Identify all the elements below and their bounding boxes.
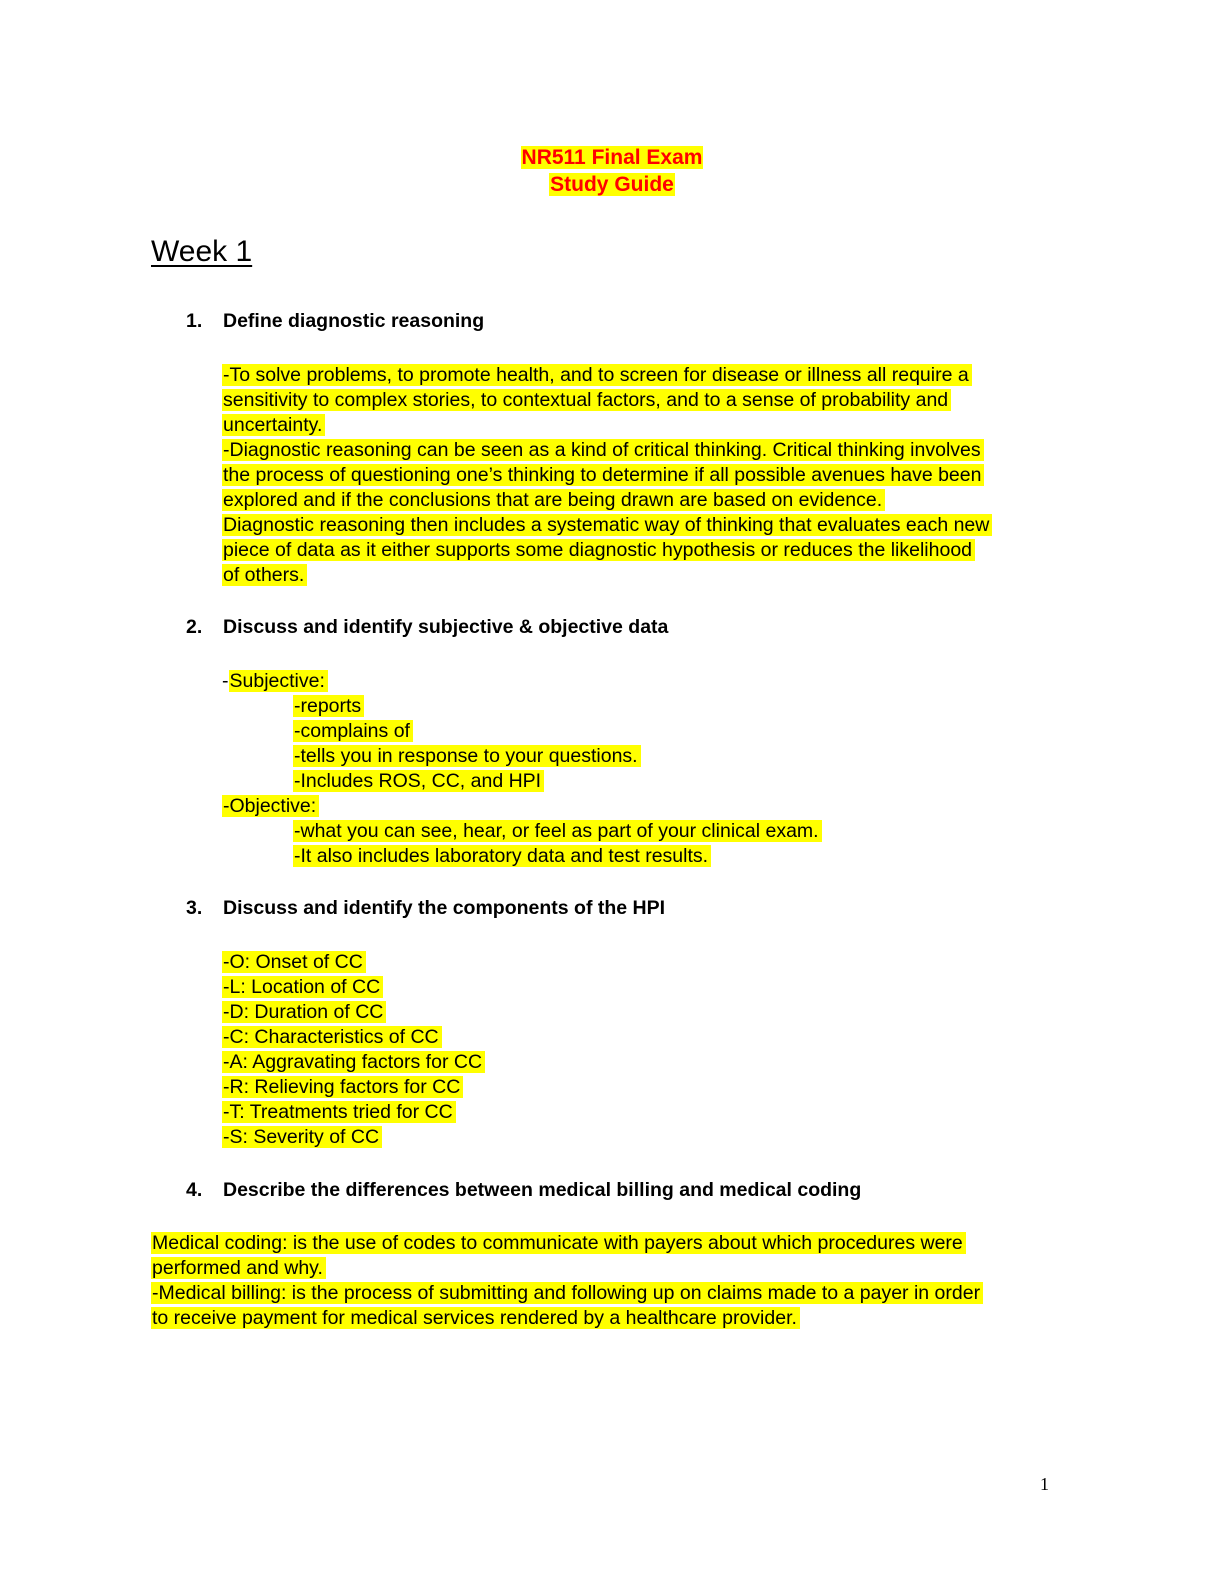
hpi-item: -A: Aggravating factors for CC: [222, 1051, 485, 1073]
hpi-item: -L: Location of CC: [222, 976, 383, 998]
question-1: [186, 309, 484, 334]
page-number: 1: [1040, 1474, 1049, 1494]
answer-4-line: performed and why.: [151, 1257, 326, 1279]
hpi-item: -R: Relieving factors for CC: [222, 1076, 463, 1098]
question-3-text: Discuss and identify the components of the HPI: [223, 897, 666, 919]
answer-4-line: to receive payment for medical services rendered by a healthcare provider.: [151, 1307, 800, 1329]
answer-4-line: Medical coding: is the use of codes to communicate with payers about which procedures were: [151, 1232, 966, 1254]
answer-1-line: sensitivity to complex stories, to contextual factors, and to a sense of probability and: [222, 389, 951, 411]
title-line-2: Study Guide: [550, 173, 674, 196]
question-1-number: 1.: [186, 310, 203, 332]
answer-1-line: uncertainty.: [222, 414, 325, 436]
answer-1-line: -Diagnostic reasoning can be seen as a kind of critical thinking. Critical thinking involves: [222, 439, 984, 461]
question-4-text: Describe the differences between medical billing and medical coding: [223, 1179, 862, 1201]
hpi-item: -D: Duration of CC: [222, 1001, 386, 1023]
objective-item: -what you can see, hear, or feel as part of your clinical exam.: [293, 820, 822, 842]
question-2: [186, 615, 668, 640]
subjective-label: Subjective:: [229, 670, 328, 692]
answer-4-line: -Medical billing: is the process of submitting and following up on claims made to a payer in order: [151, 1282, 983, 1304]
hpi-item: -C: Characteristics of CC: [222, 1026, 442, 1048]
answer-1-line: of others.: [222, 564, 307, 586]
title-line-1: NR511 Final Exam: [521, 146, 703, 169]
answer-1-line: Diagnostic reasoning then includes a systematic way of thinking that evaluates each new: [222, 514, 992, 536]
question-3-number: 3.: [186, 897, 203, 919]
answer-3: [222, 950, 485, 1150]
answer-2: [222, 669, 822, 869]
objective-item: -It also includes laboratory data and test results.: [293, 845, 711, 867]
subjective-item: -complains of: [293, 720, 413, 742]
answer-4: [151, 1231, 983, 1331]
answer-1-line: -To solve problems, to promote health, and to screen for disease or illness all require a: [222, 364, 972, 386]
answer-1-line: piece of data as it either supports some diagnostic hypothesis or reduces the likelihood: [222, 539, 975, 561]
hpi-item: -T: Treatments tried for CC: [222, 1101, 456, 1123]
document-title: [0, 144, 1224, 198]
answer-1: [222, 363, 992, 588]
question-2-text: Discuss and identify subjective & objective data: [223, 616, 669, 638]
week-heading: Week 1: [151, 235, 253, 268]
question-4-number: 4.: [186, 1179, 203, 1201]
subjective-item: -reports: [293, 695, 364, 717]
subjective-prefix: -: [222, 670, 229, 692]
answer-1-line: the process of questioning one’s thinking to determine if all possible avenues have been: [222, 464, 984, 486]
objective-label: -Objective:: [222, 795, 319, 817]
question-2-number: 2.: [186, 616, 203, 638]
hpi-item: -O: Onset of CC: [222, 951, 366, 973]
question-1-text: Define diagnostic reasoning: [223, 310, 485, 332]
hpi-item: -S: Severity of CC: [222, 1126, 382, 1148]
question-3: [186, 896, 665, 921]
subjective-item: -Includes ROS, CC, and HPI: [293, 770, 544, 792]
answer-1-line: explored and if the conclusions that are being drawn are based on evidence.: [222, 489, 885, 511]
question-4: [186, 1178, 861, 1203]
subjective-item: -tells you in response to your questions.: [293, 745, 641, 767]
